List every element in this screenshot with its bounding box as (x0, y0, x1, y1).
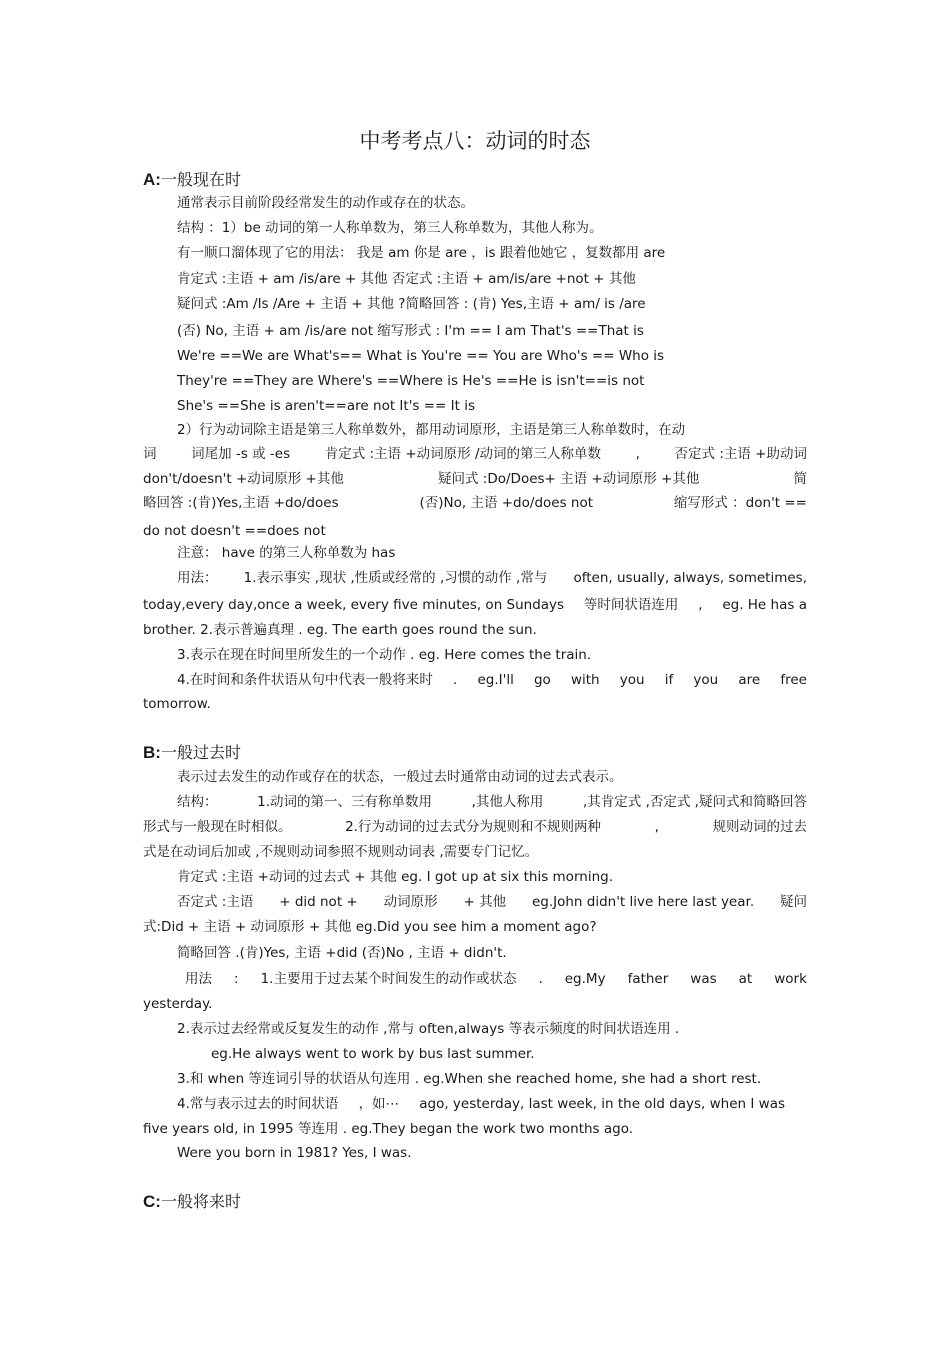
text-segment: 词 (143, 446, 157, 462)
text-line-justified (143, 595, 807, 615)
text-line: tomorrow. (143, 696, 211, 712)
text-line: do not doesn't ==does not (143, 523, 326, 539)
text-line: 3.和 when 等连词引导的状语从句连用 . eg.When she reached home, she had a short rest. (177, 1071, 762, 1087)
text-line: eg.He always went to work by bus last summer. (211, 1046, 535, 1062)
section-c-heading (143, 1191, 241, 1213)
text-segment: free (780, 672, 807, 688)
text-segment: + did not + (279, 894, 358, 910)
text-segment: 4.在时间和条件状语从句中代表一般将来时 (177, 672, 433, 688)
text-line-justified (143, 469, 807, 489)
text-segment: eg.My (564, 971, 606, 987)
text-segment: 动词原形 (383, 894, 438, 910)
text-segment: with (570, 672, 600, 688)
text-line: brother. 2.表示普遍真理 . eg. The earth goes round the sun. (143, 622, 537, 638)
text-line: Were you born in 1981? Yes, I was. (177, 1145, 412, 1161)
text-line-justified (177, 1094, 785, 1114)
text-segment: ago, yesterday, last week, in the old days, when I was (419, 1096, 785, 1112)
text-segment: 等时间状语连用 (583, 597, 679, 613)
text-segment: . (453, 672, 458, 688)
text-line: 2）行为动词除主语是第三人称单数外，都用动词原形，主语是第三人称单数时，在动 (177, 422, 686, 438)
text-line: 3.表示在现在时间里所发生的一个动作 . eg. Here comes the train. (177, 647, 592, 663)
text-segment: ,其肯定式 ,否定式 ,疑问式和简略回答 (583, 794, 807, 810)
text-segment: work (774, 971, 807, 987)
text-line: 肯定式 :主语 + am /is/are + 其他 否定式 :主语 + am/is/are +not + 其他 (177, 271, 636, 287)
text-segment: 缩写形式 ：don't == (673, 495, 807, 511)
text-segment: . (538, 971, 543, 987)
text-line: She's ==She is aren't==are not It's == It is (177, 398, 476, 414)
text-segment: : (234, 971, 239, 987)
text-segment: are (738, 672, 761, 688)
text-segment: 结构： (177, 794, 218, 810)
text-segment: you (619, 672, 645, 688)
section-a-letter: A: (143, 170, 161, 189)
section-c-letter: C: (143, 1192, 161, 1211)
text-line-justified (177, 892, 807, 912)
text-line: 表示过去发生的动作或存在的状态，一般过去时通常由动词的过去式表示。 (177, 769, 623, 785)
text-line: 式:Did + 主语 + 动词原形 + 其他 eg.Did you see him a moment ago? (143, 919, 597, 935)
text-line-justified (177, 792, 807, 812)
text-line: five years old, in 1995 等连用 . eg.They began the work two months ago. (143, 1121, 634, 1137)
text-segment: 否定式 :主语 +助动词 (674, 446, 807, 462)
text-line: 疑问式 :Am /Is /Are + 主语 + 其他 ?简略回答 : (肯) Yes,主语 + am/ is /are (177, 296, 646, 312)
text-segment: 略回答 :(肯)Yes,主语 +do/does (143, 495, 339, 511)
text-segment: 用法 (185, 971, 212, 987)
text-line: 式是在动词后加或 ,不规则动词参照不规则动词表 ,需要专门记忆。 (143, 844, 539, 860)
text-line: (否) No, 主语 + am /is/are not 缩写形式 : I'm == I am That's ==That is (177, 323, 644, 339)
text-segment: eg. He has a (722, 597, 807, 613)
text-segment: eg.I'll (477, 672, 514, 688)
text-segment: at (738, 971, 753, 987)
text-segment: if (664, 672, 674, 688)
text-line-justified (177, 568, 807, 588)
text-segment: 用法： (177, 570, 218, 586)
text-line-justified (177, 670, 807, 690)
text-segment: + 其他 (463, 894, 507, 910)
text-segment: , (698, 597, 703, 613)
text-line: 注意： have 的第三人称单数为 has (177, 545, 396, 561)
text-segment: 疑问式 :Do/Does+ 主语 +动词原形 +其他 (438, 471, 700, 487)
text-segment: go (533, 672, 551, 688)
text-line: yesterday. (143, 996, 213, 1012)
text-segment: often, usually, always, sometimes, (573, 570, 807, 586)
text-line: 通常表示目前阶段经常发生的动作或存在的状态。 (177, 195, 474, 211)
text-line-justified (143, 817, 807, 837)
text-segment: was (690, 971, 717, 987)
text-segment: don't/doesn't +动词原形 +其他 (143, 471, 344, 487)
text-segment: , (654, 819, 659, 835)
text-line-justified (177, 969, 807, 989)
text-line: 结构 ：1）be 动词的第一人称单数为，第三人称单数为，其他人称为。 (177, 220, 603, 236)
text-segment: 肯定式 :主语 +动词原形 /动词的第三人称单数 (324, 446, 602, 462)
text-segment: father (627, 971, 669, 987)
text-line: 2.表示过去经常或反复发生的动作 ,常与 often,always 等表示频度的时间状语连用 . (177, 1021, 680, 1037)
text-segment: you (693, 672, 719, 688)
text-line-justified (143, 493, 807, 513)
text-line: They're ==They are Where's ==Where is He's ==He is isn't==is not (177, 373, 645, 389)
page-title: 中考考点八：动词的时态 (359, 129, 591, 153)
text-segment: 规则动词的过去 (712, 819, 807, 835)
text-line: We're ==We are What's== What is You're == You are Who's == Who is (177, 348, 665, 364)
section-a-title: 一般现在时 (160, 170, 241, 189)
text-segment: (否)No, 主语 +do/does not (419, 495, 594, 511)
text-segment: today,every day,once a week, every five minutes, on Sundays (143, 597, 565, 613)
text-segment: ，如⋯ (358, 1096, 400, 1112)
text-line-justified (143, 444, 807, 464)
text-segment: 形式与一般现在时相似。 (143, 819, 292, 835)
text-segment: 4.常与表示过去的时间状语 (177, 1096, 339, 1112)
text-segment: 疑问 (780, 894, 807, 910)
text-segment: 1.动词的第一、三有称单数用 (257, 794, 432, 810)
text-segment: 2.行为动词的过去式分为规则和不规则两种 (345, 819, 601, 835)
text-segment: eg.John didn't live here last year. (531, 894, 755, 910)
text-segment: 1.主要用于过去某个时间发生的动作或状态 (260, 971, 517, 987)
section-b-heading (143, 742, 241, 764)
text-line: 有一顺口溜体现了它的用法： 我是 am 你是 are ，is 跟着他她它 ，复数都用 are (177, 245, 666, 261)
text-segment: 词尾加 -s 或 -es (191, 446, 291, 462)
text-segment: ,其他人称用 (471, 794, 544, 810)
text-line: 肯定式 :主语 +动词的过去式 + 其他 eg. I got up at six this morning. (177, 869, 613, 885)
section-b-title: 一般过去时 (160, 743, 241, 762)
section-c-title: 一般将来时 (160, 1192, 241, 1211)
text-segment: , (635, 446, 640, 462)
text-segment: 简 (793, 471, 807, 487)
section-a-heading (143, 169, 241, 191)
text-segment: 否定式 :主语 (177, 894, 254, 910)
section-b-letter: B: (143, 743, 161, 762)
text-line: 简略回答 .(肯)Yes, 主语 +did (否)No , 主语 + didn't. (177, 945, 507, 961)
text-segment: 1.表示事实 ,现状 ,性质或经常的 ,习惯的动作 ,常与 (243, 570, 548, 586)
